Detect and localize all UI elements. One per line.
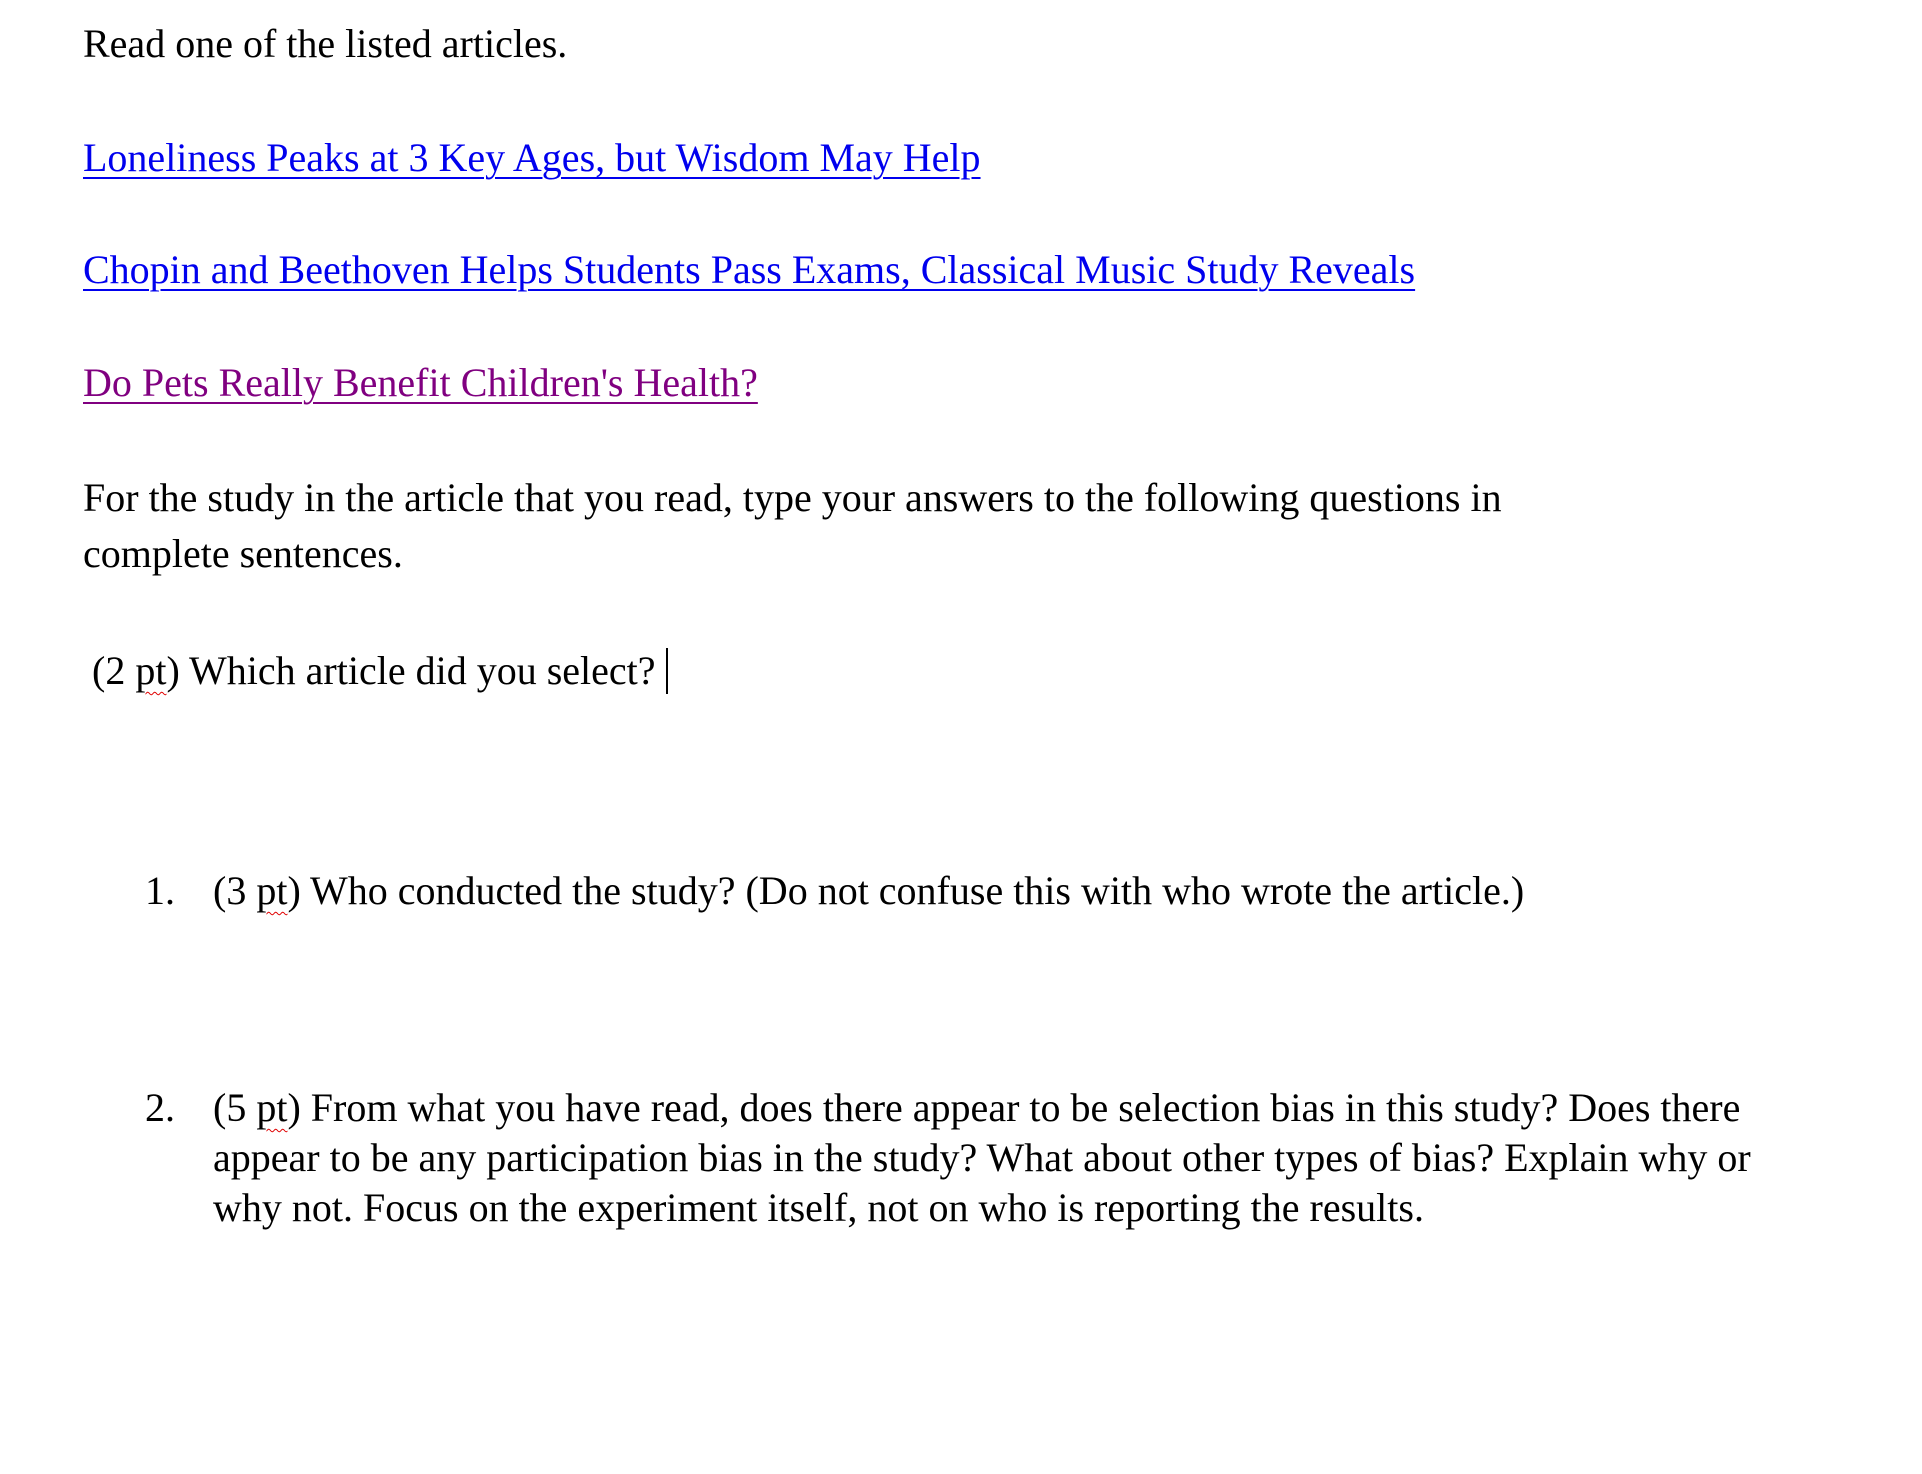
- selection-question-prefix: (2: [92, 648, 136, 693]
- question-prefix: (3: [213, 868, 257, 913]
- spellcheck-word[interactable]: pt: [256, 868, 288, 913]
- question-prefix: (5: [213, 1085, 257, 1130]
- question-item-2: [145, 1083, 1765, 1233]
- spellcheck-word[interactable]: pt: [135, 648, 167, 693]
- article-link-chopin-beethoven[interactable]: Chopin and Beethoven Helps Students Pass Exams, Classical Music Study Reveals: [83, 247, 1416, 292]
- question-text: [213, 1083, 1765, 1233]
- article-link-loneliness[interactable]: Loneliness Peaks at 3 Key Ages, but Wisdom May Help: [83, 135, 981, 180]
- article-link-pets[interactable]: Do Pets Really Benefit Children's Health?: [83, 360, 758, 405]
- question-text: [213, 866, 1765, 916]
- intro-text: Read one of the listed articles.: [83, 21, 568, 66]
- question-item-1: [145, 866, 1765, 916]
- selection-question-text: ) Which article did you select?: [166, 648, 656, 693]
- question-number: 1.: [145, 868, 175, 913]
- question-number: 2.: [145, 1085, 175, 1130]
- text-cursor: [666, 648, 668, 694]
- question-body: ) From what you have read, does there appear to be selection bias in this study? Does there appear to be any participation bias in the study? What about other types of bias? Explain why or why not. Focus on the experiment itself, not on who is reporting the results.: [213, 1085, 1751, 1230]
- question-body: ) Who conducted the study? (Do not confuse this with who wrote the article.): [287, 868, 1525, 913]
- spellcheck-word[interactable]: pt: [256, 1085, 288, 1130]
- selection-question[interactable]: [92, 648, 668, 694]
- instructions-text: For the study in the article that you read, type your answers to the following questions in complete sentences.: [83, 475, 1502, 576]
